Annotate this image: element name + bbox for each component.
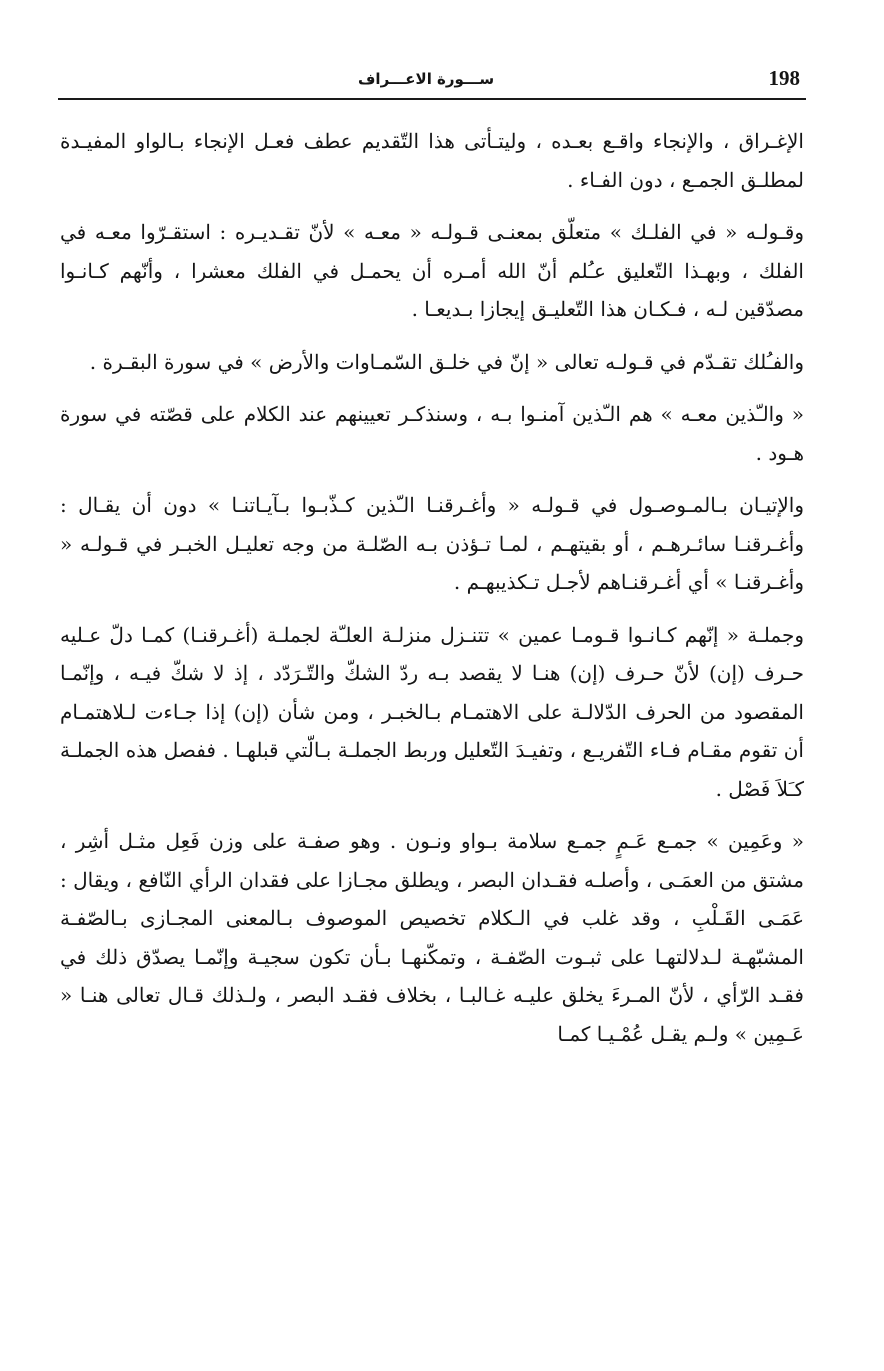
page-header [58,60,806,100]
running-title: ســـورة الاعـــراف [358,70,495,88]
paragraph-5: والإتيـان بـالمـوصـول في قـولـه « وأغـرقنـا الـّذين كـذّبـوا بـآيـاتنـا » دون أن يقـال : وأغـرقنـا سائـرهـم ، أو بقيتهـم ، لمـا تـؤذن بـه الصّلـة من وجه تعليـل الخبـر في قـولـه « وأغـرقنـا » أي أغـرقنـاهم لأجـل تـكذيبهـم . [60,493,804,594]
paragraph-2: وقـولـه « في الفلـك » متعلّق بمعنـى قـولـه « معـه » لأنّ تقـديـره : استقـرّوا معـه في الفلك ، وبهـذا التّعليق عـُلم أنّ الله أمـره أن يحمـل في الفلك معشرا ، وأنّهم كـانـوا مصدّقين لـه ، فـكـان هذا التّعليـق إيجازا بـديعـا . [60,220,804,321]
book-page [58,60,806,1260]
paragraph-7: « وعَمِين » جمـع عَـمٍ جمـع سلامة بـواو ونـون . وهو صفـة على وزن فَعِل مثـل أشِر ، مشتق من العمَـى ، وأصلـه فقـدان البصر ، ويطلق مجـازا على فقدان الرأي النّافع ، ويقال : عَمَـى القَـلْبِ ، وقد غلب في الـكلام تخصيص الموصوف بـالمعنى المجـازى بـالصّفـة المشبّهـة لـدلالتهـا على ثبـوت الصّفـة ، وتمكّنهـا بـأن تكون سجيـة وإنّمـا يصدّق ذلك في فقـد الرّأي ، لأنّ المـرءَ يخلق عليـه غـالبـا ، بخلاف فقـد البصر ، ولـذلك قـال تعالى هنـا « عَـمِين » ولـم يقـل عُمْـيـا كمـا [60,829,804,1046]
paragraph-1: الإغـراق ، والإنجاء واقـع بعـده ، وليتـأتى هذا التّقديم عطف فعـل الإنجاء بـالواو المفيـدة لمطلـق الجمـع ، دون الفـاء . [60,129,804,192]
page-number: 198 [768,66,800,90]
paragraph-4: « والـّذين معـه » هم الـّذين آمنـوا بـه ، وسنذكـر تعيينهم عند الكلام على قصّته في سورة هـود . [60,402,804,465]
paragraph-6: وجملـة « إنّهم كـانـوا قـومـا عمين » تتنـزل منزلـة العلـّة لجملـة (أغـرقنـا) كمـا دلّ عـليه حـرف (إن) لأنّ حـرف (إن) هنـا لا يقصد بـه ردّ الشكّ والتّـرَدّد ، إذ لا شكّ فيـه ، وإنّمـا المقصود من الحرف الدّلالـة على الاهتمـام بـالخبـر ، ومن شأن (إن) إذا جـاءت لـلاهتمـام أن تقوم مقـام فـاء التّفريـع ، وتفيـدَ التّعليل وربط الجملـة بـالّتي قبلهـا . ففصل هذه الجملـة كـَلاَ فَصْل . [60,622,804,801]
body-text [58,122,806,1053]
paragraph-3: والفـُلك تقـدّم في قـولـه تعالى « إنّ في خلـق السّمـاوات والأرض » في سورة البقـرة . [89,349,804,374]
